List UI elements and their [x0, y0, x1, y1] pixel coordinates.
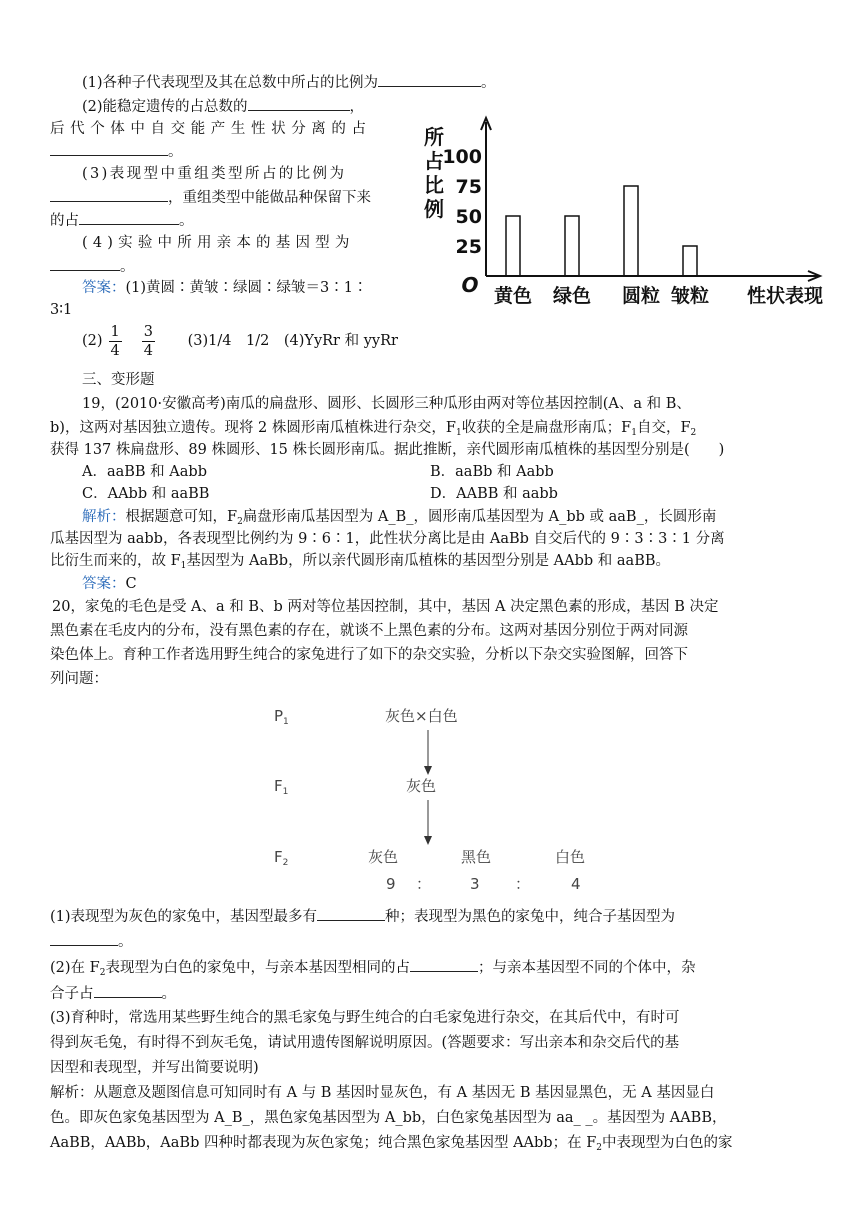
q20-stem: 黑色素在毛皮内的分布，没有黑色素的存在，就谈不上黑色素的分布。这两对基因分别位于两对同源 — [50, 623, 688, 639]
q20-analysis: AaBB，AABb，AaBb 四种时都表现为灰色家兔；纯合黑色家兔基因型 AAbb；在 $F_2$中表现型为白色的家 — [50, 1135, 733, 1153]
q18-part3-cont: ，重组类型中能做品种保留下来 — [50, 187, 371, 208]
f2-phenotype-white: 白色 — [555, 848, 586, 866]
q18-part2-cont: 后代个体中自交能产生性状分离的占 — [50, 121, 372, 137]
answer-blank — [248, 96, 350, 111]
f2-phenotype-gray: 灰色 — [368, 848, 399, 866]
bar-2 — [624, 186, 638, 276]
q20-part3: 得到灰毛兔，有时得不到灰毛兔，请试用遗传图解说明原因。(答题要求：写出亲本和杂交后代的基 — [50, 1035, 680, 1051]
arrow-down-icon — [422, 800, 434, 846]
ratio-gray: 9 — [386, 875, 396, 893]
y-axis-label: 占 — [424, 149, 444, 173]
x-category-label: 绿色 — [552, 285, 592, 307]
q20-stem: 20，家兔的毛色是受 A、a 和 B、b 两对等位基因控制，其中，基因 A 决定黑色素的形成，基因 B 决定 — [52, 599, 719, 615]
q18-answer: 答案：(1)黄圆∶黄皱∶绿圆∶绿皱＝3∶1∶ — [82, 280, 368, 296]
q19-option-d: D．AABB 和 aabb — [430, 486, 558, 502]
q20-analysis: 解析：从题意及题图信息可知同时有 A 与 B 基因时显灰色，有 A 基因无 B 基因显黑色，无 A 基因显白 — [50, 1085, 715, 1101]
q20-analysis: 色。即灰色家兔基因型为 A_B_，黑色家兔基因型为 A_bb，白色家兔基因型为 aa_ _。基因型为 AABB， — [50, 1110, 727, 1126]
y-tick-label: 50 — [455, 206, 482, 228]
q18-answer-cont: 3∶1 — [50, 302, 73, 318]
q19-stem: b)，这两对基因独立遗传。现将 2 株圆形南瓜植株进行杂交，$F_1$收获的全是扁盘形南瓜；$F_1$自交，$F_2$ — [50, 420, 697, 438]
y-axis-label: 例 — [424, 197, 444, 221]
answer-blank — [50, 931, 118, 946]
q19-answer: 答案：C — [82, 576, 137, 592]
answer-blank — [410, 957, 478, 972]
ratio-separator: ： — [515, 875, 531, 893]
q20-part2-cont: 合子占 。 — [50, 983, 176, 1004]
answer-blank — [317, 906, 385, 921]
ratio-separator: ： — [416, 875, 432, 893]
answer-blank — [50, 187, 168, 202]
q20-stem: 染色体上。育种工作者选用野生纯合的家兔进行了如下的杂交实验，分析以下杂交实验图解，回答下 — [50, 647, 688, 663]
bar-3 — [683, 246, 697, 276]
bar-0 — [506, 216, 520, 276]
section-title: 三、变形题 — [82, 372, 155, 388]
parent-cross: 灰色×白色 — [385, 707, 458, 725]
y-tick-label: 75 — [455, 176, 482, 198]
answer-blank — [378, 72, 481, 87]
y-tick-label: 25 — [455, 236, 482, 258]
arrow-down-icon — [422, 730, 434, 776]
q20-part3: 因型和表现型，并写出简要说明) — [50, 1060, 259, 1076]
fraction: $\frac{3}{4}$ — [143, 323, 154, 359]
y-axis-label: 比 — [424, 173, 444, 197]
answer-blank — [50, 256, 120, 271]
q20-part1: (1)表现型为灰色的家兔中，基因型最多有 种；表现型为黑色的家兔中，纯合子基因型为 — [50, 906, 675, 927]
f2-phenotype-black: 黑色 — [461, 848, 492, 866]
ratio-white: 4 — [571, 875, 581, 893]
q18-part2-blank: 。 — [50, 141, 183, 162]
answer-blank — [94, 983, 162, 998]
y-tick-label: 100 — [442, 146, 482, 168]
generation-label-f1: $F_1$ — [274, 777, 289, 797]
q19-analysis: 解析：根据题意可知，$F_2$扁盘形南瓜基因型为 A_B_，圆形南瓜基因型为 A_bb 或 aaB_，长圆形南 — [82, 509, 717, 527]
q19-analysis: 比衍生而来的，故 $F_1$基因型为 AaBb，所以亲代圆形南瓜植株的基因型分别是 AAbb 和 aaBB。 — [50, 553, 671, 571]
x-category-label: 黄色 — [493, 285, 533, 307]
q20-part3: (3)育种时，常选用某些野生纯合的黑毛家兔与野生纯合的白毛家兔进行杂交，在其后代中，有时可 — [50, 1010, 680, 1026]
q18-part4-blank: 。 — [50, 256, 135, 277]
q18-part2: (2)能稳定遗传的占总数的 ， — [82, 96, 364, 117]
q19-analysis: 瓜基因型为 aabb，各表现型比例约为 9∶6∶1，此性状分离比是由 AaBb 自交后代的 9∶3∶3∶1 分离 — [50, 531, 725, 547]
q18-answer-2: (2) $\frac{1}{4}$ $\frac{3}{4}$ (3)1/4 1/2 (4)YyRr 和 yyRr — [82, 323, 398, 359]
trait-ratio-bar-chart — [420, 110, 840, 315]
q19-stem: 获得 137 株扁盘形、89 株圆形、15 株长圆形南瓜。据此推断，亲代圆形南瓜植株的基因型分别是( ) — [50, 442, 725, 458]
fraction: $\frac{1}{4}$ — [110, 323, 120, 359]
generation-label-f2: $F_2$ — [274, 848, 289, 868]
q19-option-a: A．aaBB 和 Aabb — [82, 464, 207, 480]
q19-stem: 19，(2010·安徽高考)南瓜的扁盘形、圆形、长圆形三种瓜形由两对等位基因控制(A、a 和 B、 — [82, 396, 691, 412]
x-axis-label: 性状表现 — [746, 285, 824, 307]
origin-label: O — [461, 273, 479, 297]
q18-part4: (4)实验中所用亲本的基因型为 — [82, 235, 355, 251]
q20-stem: 列问题： — [50, 671, 108, 687]
q18-part1: (1)各种子代表现型及其在总数中所占的比例为 。 — [82, 72, 496, 93]
x-category-label: 圆粒 — [621, 285, 661, 307]
q19-option-c: C．AAbb 和 aaBB — [82, 486, 210, 502]
answer-blank — [50, 141, 168, 156]
ratio-black: 3 — [470, 875, 480, 893]
answer-blank — [79, 210, 179, 225]
bar-1 — [565, 216, 579, 276]
q18-part3-cont2: 的占 。 — [50, 210, 194, 231]
x-category-label: 皱粒 — [670, 285, 710, 307]
q19-option-b: B．aaBb 和 Aabb — [430, 464, 554, 480]
f1-phenotype: 灰色 — [406, 777, 437, 795]
y-axis-label: 所 — [424, 125, 444, 149]
q20-part1-cont: 。 — [50, 931, 133, 952]
q20-part2: (2)在 $F_2$表现型为白色的家兔中，与亲本基因型相同的占 ；与亲本基因型不同的个体中，杂 — [50, 957, 695, 983]
q18-part3: (3)表现型中重组类型所占的比例为 — [82, 166, 347, 182]
generation-label-p: $P_1$ — [274, 707, 289, 727]
